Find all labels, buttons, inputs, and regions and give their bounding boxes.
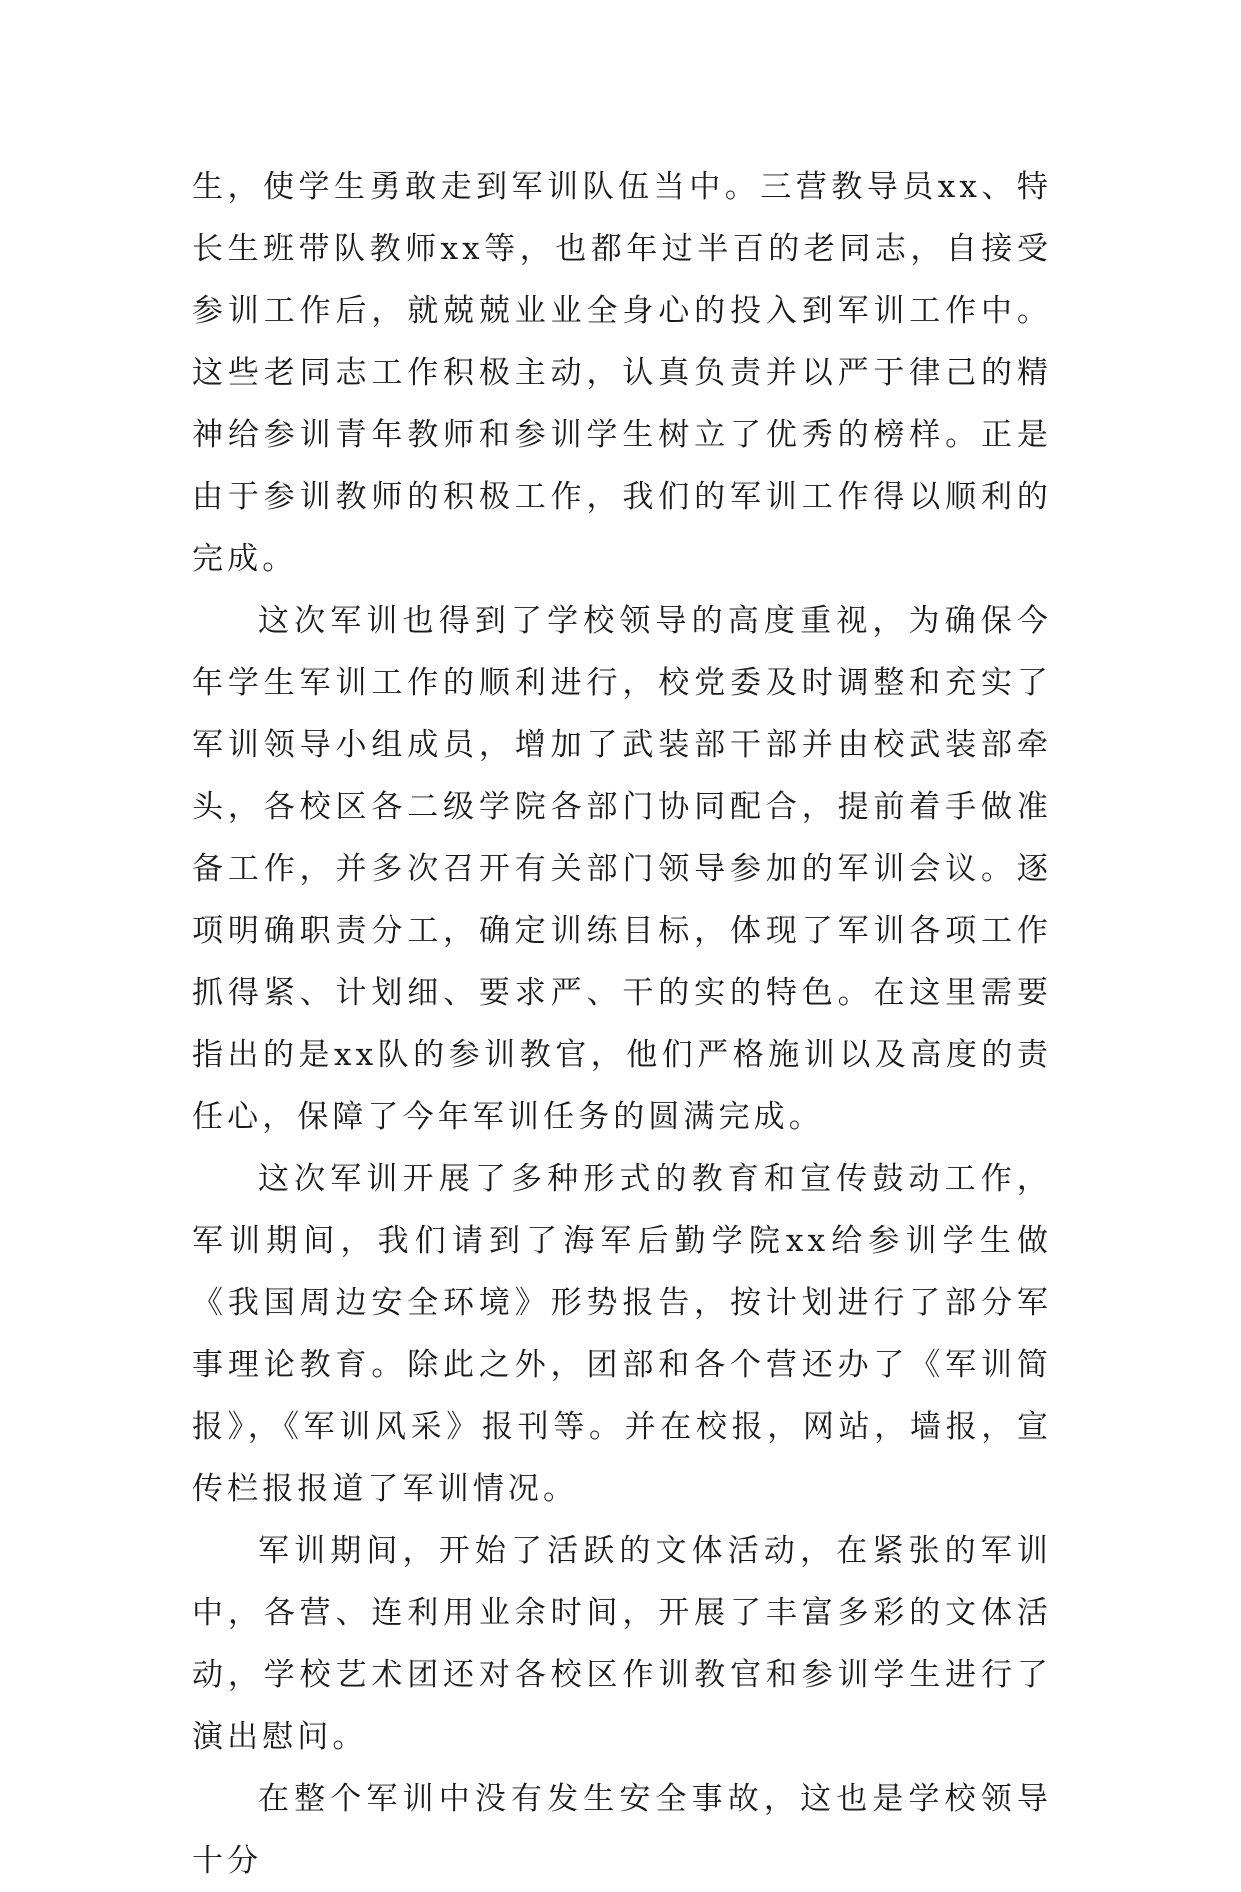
paragraph-4: 军训期间，开始了活跃的文体活动，在紧张的军训中，各营、连利用业余时间，开展了丰富多彩的文体活动，学校艺术团还对各校区作训教官和参训学生进行了演出慰问。 xyxy=(192,1533,1052,1755)
paragraph-5: 在整个军训中没有发生安全事故，这也是学校领导十分 xyxy=(192,1781,1052,1879)
paragraph-1: 生，使学生勇敢走到军训队伍当中。三营教导员xx、特长生班带队教师xx等，也都年过半百的老同志，自接受参训工作后，就兢兢业业全身心的投入到军训工作中。这些老同志工作积极主动，认真负责并以严于律己的精神给参训青年教师和参训学生树立了优秀的榜样。正是由于参训教师的积极工作，我们的军训工作得以顺利的完成。 xyxy=(192,169,1052,577)
paragraph-3: 这次军训开展了多种形式的教育和宣传鼓动工作，军训期间，我们请到了海军后勤学院xx给参训学生做《我国周边安全环境》形势报告，按计划进行了部分军事理论教育。除此之外，团部和各个营还办了《军训简报》，《军训风采》报刊等。并在校报，网站，墙报，宣传栏报报道了军训情况。 xyxy=(192,1161,1052,1507)
document-body xyxy=(192,156,1052,1892)
paragraph-2: 这次军训也得到了学校领导的高度重视，为确保今年学生军训工作的顺利进行，校党委及时调整和充实了军训领导小组成员，增加了武装部干部并由校武装部牵头，各校区各二级学院各部门协同配合，提前着手做准备工作，并多次召开有关部门领导参加的军训会议。逐项明确职责分工，确定训练目标，体现了军训各项工作抓得紧、计划细、要求严、干的实的特色。在这里需要指出的是xx队的参训教官，他们严格施训以及高度的责任心，保障了今年军训任务的圆满完成。 xyxy=(192,603,1052,1135)
